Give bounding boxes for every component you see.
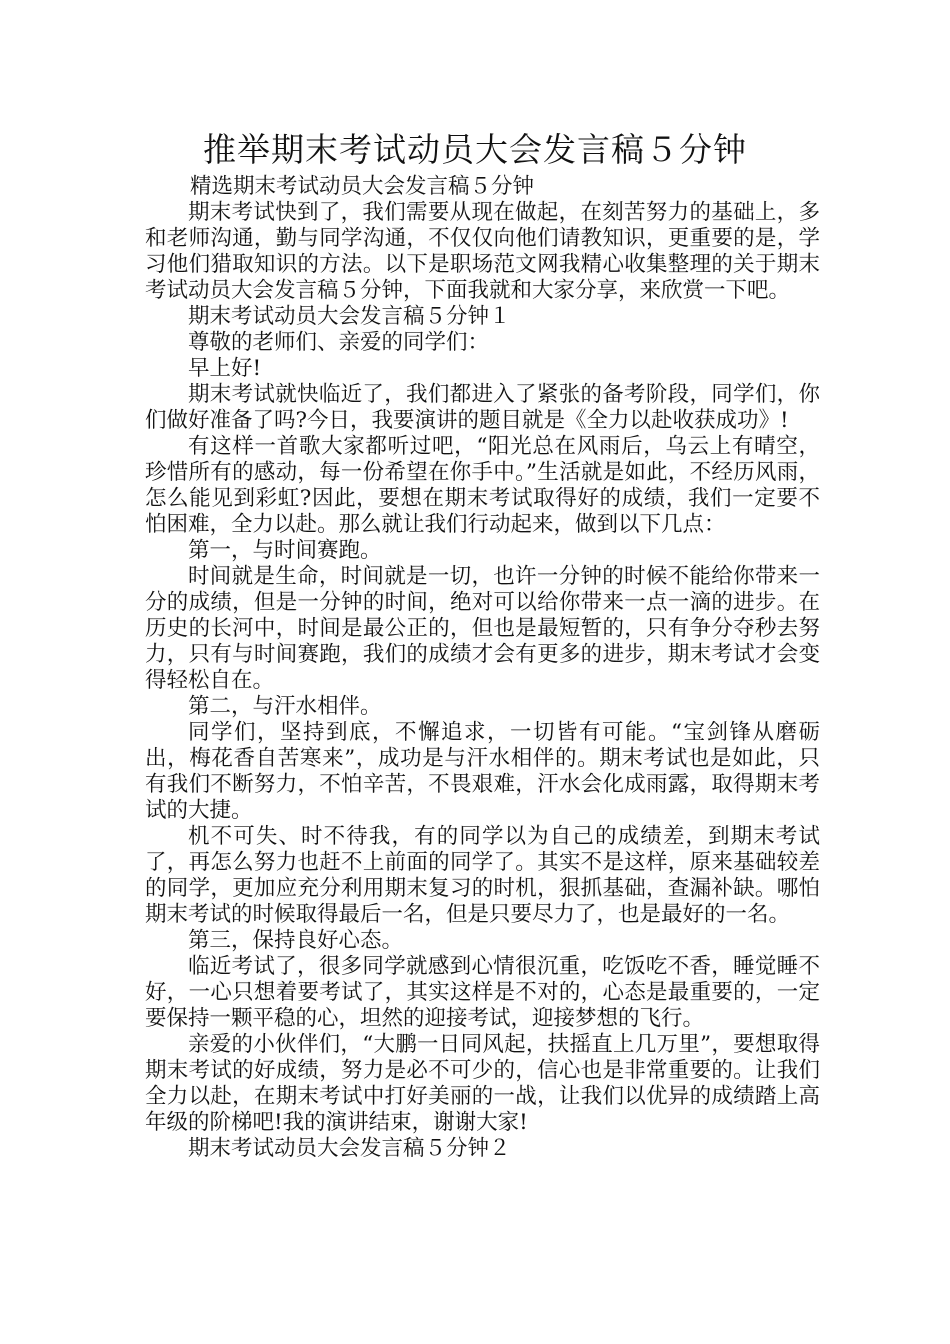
body-paragraph: 临近考试了，很多同学就感到心情很沉重，吃饭吃不香，睡觉睡不好，一心只想着要考试了，其实这样是不对的，心态是最重要的，一定要保持一颗平稳的心，坦然的迎接考试，迎接梦想的飞行。 xyxy=(145,954,820,1031)
point-heading: 第三，保持良好心态。 xyxy=(188,928,404,953)
body-paragraph: 有这样一首歌大家都听过吧，“阳光总在风雨后，乌云上有晴空，珍惜所有的感动，每一份希望在你手中。”生活就是如此，不经历风雨，怎么能见到彩虹?因此，要想在期末考试取得好的成绩，我们一定要不怕困难，全力以赴。那么就让我们行动起来，做到以下几点： xyxy=(145,434,820,537)
intro-paragraph: 期末考试快到了，我们需要从现在做起，在刻苦努力的基础上，多和老师沟通，勤与同学沟通，不仅仅向他们请教知识，更重要的是，学习他们猎取知识的方法。以下是职场范文网我精心收集整理的关于期末考试动员大会发言稿５分钟，下面我就和大家分享，来欣赏一下吧。 xyxy=(145,200,820,303)
document-body xyxy=(145,174,820,1162)
body-paragraph: 期末考试就快临近了，我们都进入了紧张的备考阶段，同学们，你们做好准备了吗?今日，我要演讲的题目就是《全力以赴收获成功》! xyxy=(145,382,820,433)
point-heading: 第二，与汗水相伴。 xyxy=(188,694,382,719)
body-paragraph: 亲爱的小伙伴们，“大鹏一日同风起，扶摇直上几万里”，要想取得期末考试的好成绩，努力是必不可少的，信心也是非常重要的。让我们全力以赴，在期末考试中打好美丽的一战，让我们以优异的成绩踏上高年级的阶梯吧!我的演讲结束，谢谢大家! xyxy=(145,1032,820,1135)
section-heading: 期末考试动员大会发言稿５分钟１ xyxy=(188,304,511,329)
body-paragraph: 机不可失、时不待我，有的同学以为自己的成绩差，到期末考试了，再怎么努力也赶不上前面的同学了。其实不是这样，原来基础较差的同学，更加应充分利用期末复习的时机，狠抓基础，查漏补缺。哪怕期末考试的时候取得最后一名，但是只要尽力了，也是最好的一名。 xyxy=(145,824,820,927)
document-subtitle: 精选期末考试动员大会发言稿５分钟 xyxy=(190,174,535,199)
document-title: 推举期末考试动员大会发言稿５分钟 xyxy=(203,130,747,169)
greeting: 早上好! xyxy=(188,356,262,381)
salutation: 尊敬的老师们、亲爱的同学们： xyxy=(188,330,490,355)
body-paragraph: 时间就是生命，时间就是一切，也许一分钟的时候不能给你带来一分的成绩，但是一分钟的时间，绝对可以给你带来一点一滴的进步。在历史的长河中，时间是最公正的，但也是最短暂的，只有争分夺秒去努力，只有与时间赛跑，我们的成绩才会有更多的进步，期末考试才会变得轻松自在。 xyxy=(145,564,820,693)
point-heading: 第一，与时间赛跑。 xyxy=(188,538,382,563)
section-heading: 期末考试动员大会发言稿５分钟２ xyxy=(188,1136,511,1161)
body-paragraph: 同学们，坚持到底，不懈追求，一切皆有可能。“宝剑锋从磨砺出，梅花香自苦寒来”，成功是与汗水相伴的。期末考试也是如此，只有我们不断努力，不怕辛苦，不畏艰难，汗水会化成雨露，取得期末考试的大捷。 xyxy=(145,720,820,823)
